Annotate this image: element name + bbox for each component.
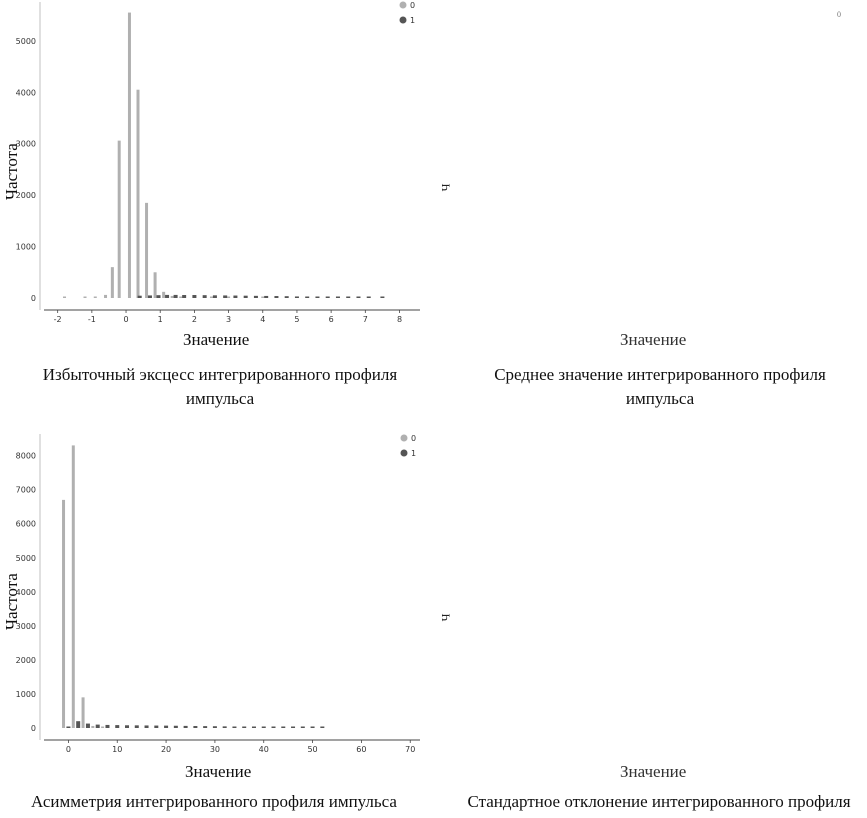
y-axis-label: Частота (2, 143, 21, 200)
bar-series-0 (84, 297, 87, 299)
x-tick-label: 6 (328, 315, 334, 324)
bar-series-1 (223, 295, 227, 298)
bar-series-1 (125, 725, 129, 728)
bar-series-0 (210, 297, 213, 299)
bar-series-1 (138, 296, 142, 298)
bar-series-0 (128, 13, 131, 298)
y-tick-label: 8000 (15, 451, 36, 461)
y-tick-label: 3000 (15, 621, 36, 631)
bar-series-0 (227, 297, 230, 299)
bar-series-1 (380, 297, 384, 299)
bar-series-1 (252, 727, 256, 729)
y-tick-label: 4000 (15, 88, 36, 98)
chart-caption: Асимметрия интегрированного профиля импульса (31, 792, 397, 811)
bar-series-0 (72, 445, 75, 728)
x-tick-label: 50 (307, 745, 318, 754)
bar-series-0 (179, 297, 182, 299)
bar-series-0 (82, 697, 85, 728)
bar-series-1 (66, 727, 70, 729)
x-tick-label: 3 (226, 315, 232, 324)
bar-series-0 (62, 500, 65, 728)
x-tick-label: 60 (356, 745, 367, 754)
bar-series-1 (244, 296, 248, 298)
bar-series-1 (174, 726, 178, 728)
bar-series-1 (264, 296, 268, 298)
bar-series-1 (311, 727, 315, 729)
legend-marker-0 (401, 435, 408, 442)
y-tick-label: 1000 (15, 689, 36, 699)
x-axis-label: Значение (620, 330, 687, 349)
y-tick-label: 0 (30, 294, 36, 303)
y-tick-label: 7000 (15, 485, 36, 495)
bar-series-1 (115, 725, 119, 728)
x-axis-label: Значение (185, 762, 252, 781)
bar-series-0 (171, 296, 174, 298)
x-tick-label: 8 (396, 315, 403, 324)
chart-panel-std-dev (432, 430, 867, 818)
bar-series-0 (63, 297, 66, 299)
bar-series-1 (213, 726, 217, 728)
bar-series-1 (262, 727, 266, 729)
bar-series-1 (135, 725, 139, 728)
x-tick-label: 10 (112, 745, 123, 754)
bar-series-1 (203, 295, 207, 298)
y-tick-label: 3000 (15, 139, 36, 149)
x-tick-label: 5 (294, 315, 300, 324)
bar-series-0 (101, 727, 104, 729)
bar-series-1 (182, 295, 186, 298)
chart-panel-mean (432, 0, 867, 410)
bar-series-1 (203, 726, 207, 728)
x-axis-label: Значение (620, 762, 687, 781)
bar-series-1 (281, 727, 285, 729)
bar-series-1 (192, 295, 196, 298)
bar-series-0 (162, 292, 165, 298)
chart-caption: Стандартное отклонение интегрированного профиля (467, 792, 851, 811)
bar-series-0 (261, 297, 264, 299)
bar-series-1 (346, 297, 350, 299)
legend-label-1: 1 (410, 16, 416, 25)
legend-marker-1 (401, 450, 408, 457)
bar-series-1 (285, 296, 289, 298)
y-axis-label: Частота (2, 573, 21, 630)
y-tick-label: 5000 (15, 553, 36, 563)
chart-caption: Избыточный эксцесс интегрированного профиля импульса (42, 365, 398, 408)
legend-label-0: 0 (410, 1, 416, 10)
bar-series-0 (118, 141, 121, 298)
bar-series-1 (213, 295, 217, 298)
bar-series-1 (76, 721, 80, 728)
bar-series-1 (148, 295, 152, 298)
bar-series-1 (223, 726, 227, 728)
chart-panel-excess-kurtosis (0, 0, 430, 410)
legend-marker-0 (400, 2, 407, 9)
y-tick-label: 5000 (15, 36, 36, 46)
bar-series-1 (242, 727, 246, 729)
bar-series-1 (86, 724, 90, 728)
x-tick-label: -2 (53, 315, 62, 324)
bar-series-1 (254, 296, 258, 298)
bar-series-1 (157, 295, 161, 298)
y-tick-label: 2000 (15, 191, 36, 201)
bar-series-1 (105, 725, 109, 728)
bar-series-1 (274, 296, 278, 298)
bar-series-0 (104, 295, 107, 298)
bar-series-1 (320, 727, 324, 729)
y-tick-label: 0 (30, 724, 36, 733)
bar-series-0 (94, 297, 97, 299)
bar-series-1 (154, 726, 158, 728)
x-tick-label: -1 (87, 315, 96, 324)
bar-series-1 (164, 726, 168, 728)
bar-series-1 (272, 727, 276, 729)
x-tick-label: 20 (160, 745, 172, 754)
x-axis-label: Значение (183, 330, 250, 349)
legend-label-1: 1 (411, 449, 417, 458)
bar-series-1 (165, 295, 169, 298)
x-tick-label: 2 (191, 315, 197, 324)
bar-series-0 (91, 726, 94, 728)
bar-series-1 (232, 727, 236, 729)
y-tick-label: 2000 (15, 655, 36, 665)
bar-series-1 (336, 297, 340, 299)
x-tick-label: 40 (258, 745, 269, 754)
bar-series-1 (291, 727, 295, 729)
bar-series-1 (315, 297, 319, 299)
bar-series-1 (174, 295, 178, 298)
bar-series-1 (295, 296, 299, 298)
bar-series-1 (305, 297, 309, 299)
bar-series-1 (356, 297, 360, 299)
bar-series-1 (233, 296, 237, 298)
x-tick-label: 0 (123, 315, 129, 324)
chart-caption: Среднее значение интегрированного профиля импульса (494, 365, 826, 408)
bar-series-1 (145, 725, 149, 728)
bar-series-1 (96, 725, 100, 728)
y-tick-label: 4000 (15, 587, 36, 597)
y-tick-label: 1000 (15, 242, 36, 252)
chart-panel-skewness (0, 430, 430, 818)
bar-series-0 (137, 90, 140, 298)
bar-series-1 (193, 726, 197, 728)
bar-series-1 (301, 727, 305, 729)
bar-series-1 (326, 297, 330, 299)
y-axis-label-fragment: Ч (438, 613, 453, 622)
bar-series-0 (145, 203, 148, 298)
chart-skewness (0, 430, 430, 760)
bar-series-1 (367, 297, 371, 299)
bar-series-0 (154, 272, 157, 298)
x-tick-label: 70 (405, 745, 416, 754)
legend-marker-1 (400, 17, 407, 24)
x-tick-label: 1 (157, 315, 163, 324)
y-tick-label: 6000 (15, 519, 36, 529)
x-tick-label: 0 (65, 745, 71, 754)
legend-0-label: 0 (837, 10, 841, 19)
legend-label-0: 0 (411, 434, 417, 443)
x-tick-label: 7 (362, 315, 368, 324)
y-axis-label-fragment: Ч (438, 183, 453, 192)
bar-series-0 (111, 267, 114, 298)
chart-excess-kurtosis (0, 0, 430, 330)
x-tick-label: 4 (260, 315, 266, 324)
bar-series-1 (184, 726, 188, 728)
x-tick-label: 30 (209, 745, 221, 754)
